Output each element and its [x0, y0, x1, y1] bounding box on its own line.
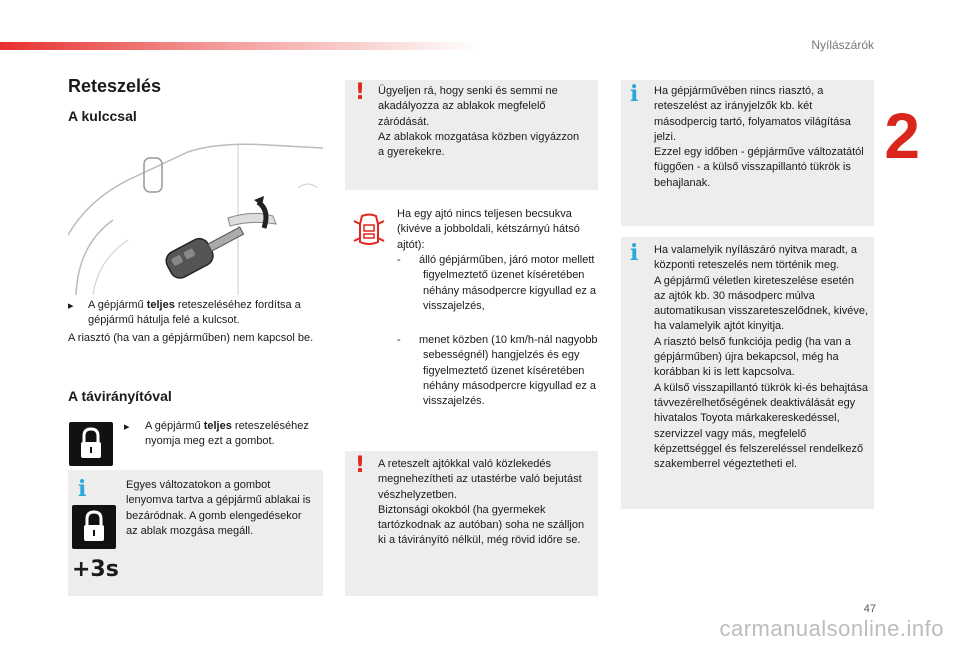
- info-no-alarm-text: Ha gépjárművében nincs riasztó, a reteszelést az irányjelzők kb. két másodpercig tartó, folyamatos világítása jelzi. Ezzel egy időben - gépjárműve változatától függően - a külső visszapillantó tükrök is behajlanak.: [654, 85, 864, 189]
- hold-3s-label: +3s: [72, 557, 119, 582]
- warning-icon: !: [355, 453, 366, 478]
- door-open-item-driving: - menet közben (10 km/h-nál nagyobb sebességnél) hangjelzés és egy figyelmeztető üzenet kíséretében néhány másodpercre kigyullad ez a visszajelzés.: [397, 334, 598, 408]
- header-accent-bar: [0, 42, 480, 50]
- info-icon: i: [630, 81, 639, 107]
- subtitle-key: A kulccsal: [68, 108, 137, 124]
- door-open-intro: Ha egy ajtó nincs teljesen becsukva (kivéve a jobboldali, kétszárnyú hátsó ajtót):: [397, 208, 580, 251]
- lock-button-icon: [69, 422, 113, 466]
- warning-icon: !: [355, 80, 366, 105]
- key-lock-instruction: A gépjármű teljes reteszeléséhez fordítsa a gépjármű hátulja felé a kulcsot.: [88, 299, 301, 327]
- lock-button-icon: [72, 505, 116, 549]
- remote-window-info: Egyes változatokon a gombot lenyomva tartva a gépjármű ablakai is bezáródnak. A gomb elengedésekor az ablak mozgása megáll.: [126, 479, 311, 537]
- info-icon: i: [630, 240, 639, 266]
- key-bullet-marker: ▸: [68, 300, 74, 312]
- door-open-warning-icon: [353, 212, 385, 248]
- info-icon: i: [78, 476, 87, 502]
- door-key-illustration: [68, 140, 323, 295]
- watermark: carmanualsonline.info: [719, 616, 944, 641]
- section-label: Nyílászárók: [811, 38, 874, 52]
- warning-windows-text: Ügyeljen rá, hogy senki és semmi ne akadályozza az ablakok megfelelő záródását. Az ablakok mozgatása közben vigyázzon a gyerekekre.: [378, 85, 580, 159]
- page-number: 47: [863, 603, 876, 615]
- info-central-locking-text: Ha valamelyik nyílászáró nyitva maradt, a központi reteszelés nem történik meg. A gépjármű véletlen kireteszelése esetén az ajtók kb. 30 másodperc múlva automatikusan visszareteszelődnek, kivéve, ha valamelyik ajtót kinyitja. A riasztó belső funkciója pedig (ha van a gépjárműben) újra bekapcsol, még ha korábban ki is lett kapcsolva. A külső visszapillantó tükrök ki-és behajtása távvezérelhetőségének deaktiválását egy hivatalos Toyota márkakereskedéssel, szervizzel vagy más, megfelelő képzettséggel és felszereléssel rendelkező szakemberrel végeztetheti el.: [654, 244, 868, 471]
- page-title: Reteszelés: [68, 76, 162, 96]
- warning-locked-driving-text: A reteszelt ajtókkal való közlekedés megnehezítheti az utastérbe való bejutást vészhelyzetben. Biztonsági okokból (ha gyermekek tartózkodnak az autóban) soha ne szálljon ki a távirányító nélkül, még rövid időre se.: [378, 458, 585, 547]
- chapter-number: 2: [884, 100, 920, 172]
- remote-bullet-marker: ▸: [124, 421, 130, 433]
- door-open-item-stationary: - álló gépjárműben, járó motor mellett figyelmeztető üzenet kíséretében néhány másodpercre kigyullad ez a visszajelzés,: [397, 254, 597, 312]
- key-alarm-note: A riasztó (ha van a gépjárműben) nem kapcsol be.: [68, 332, 314, 344]
- remote-lock-instruction: A gépjármű teljes reteszeléséhez nyomja meg ezt a gombot.: [145, 420, 309, 448]
- subtitle-remote: A távirányítóval: [68, 388, 172, 404]
